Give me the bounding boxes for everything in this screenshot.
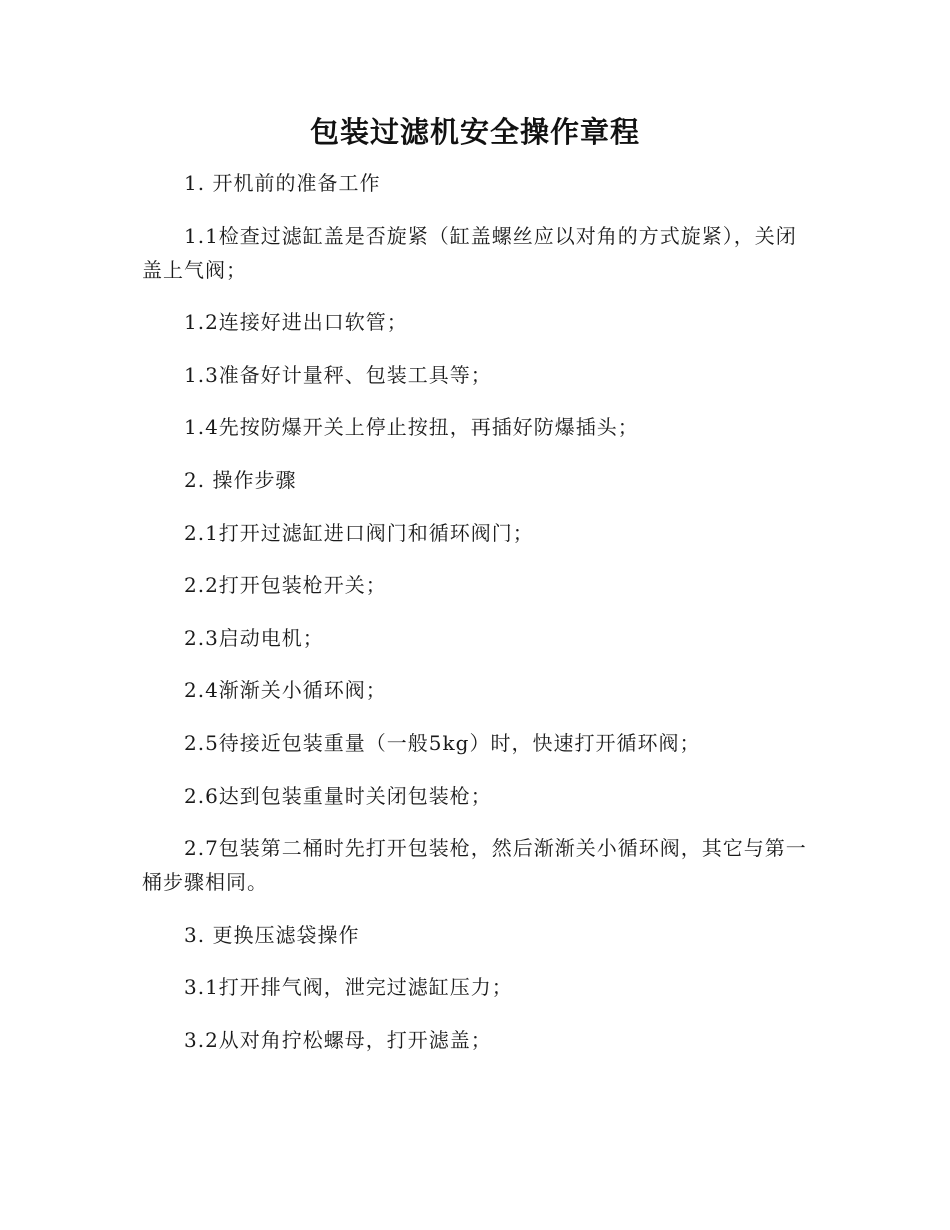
paragraph-3-1: 3.1打开排气阀，泄完过滤缸压力；: [184, 975, 513, 1000]
paragraph-2-1: 2.1打开过滤缸进口阀门和循环阀门；: [184, 520, 534, 545]
paragraph-1-4: 1.4先按防爆开关上停止按扭，再插好防爆插头；: [184, 415, 639, 440]
paragraph-2-3: 2.3启动电机；: [184, 625, 324, 650]
paragraph-2-4: 2.4渐渐关小循环阀；: [184, 678, 387, 703]
paragraph-2-6: 2.6达到包装重量时关闭包装枪；: [184, 783, 492, 808]
paragraph-1-3: 1.3准备好计量秤、包装工具等；: [184, 362, 492, 387]
document-title: 包装过滤机安全操作章程: [309, 115, 640, 149]
paragraph-2-7: 2.7包装第二桶时先打开包装枪，然后渐渐关小循环阀，其它与第一桶步骤相同。: [142, 836, 807, 895]
paragraph-1-1: 1.1检查过滤缸盖是否旋紧（缸盖螺丝应以对角的方式旋紧），关闭盖上气阀；: [142, 223, 797, 282]
document-body: [142, 166, 810, 1076]
paragraph-3-2: 3.2从对角拧松螺母，打开滤盖；: [184, 1027, 492, 1052]
paragraph-2-2: 2.2打开包装枪开关；: [184, 573, 387, 598]
section-heading-1: 1. 开机前的准备工作: [184, 171, 381, 195]
paragraph-1-2: 1.2连接好进出口软管；: [184, 310, 408, 335]
section-heading-2: 2. 操作步骤: [184, 467, 297, 492]
paragraph-2-5: 2.5待接近包装重量（一般5kg）时，快速打开循环阀；: [184, 730, 701, 755]
section-heading-3: 3. 更换压滤袋操作: [184, 922, 360, 947]
